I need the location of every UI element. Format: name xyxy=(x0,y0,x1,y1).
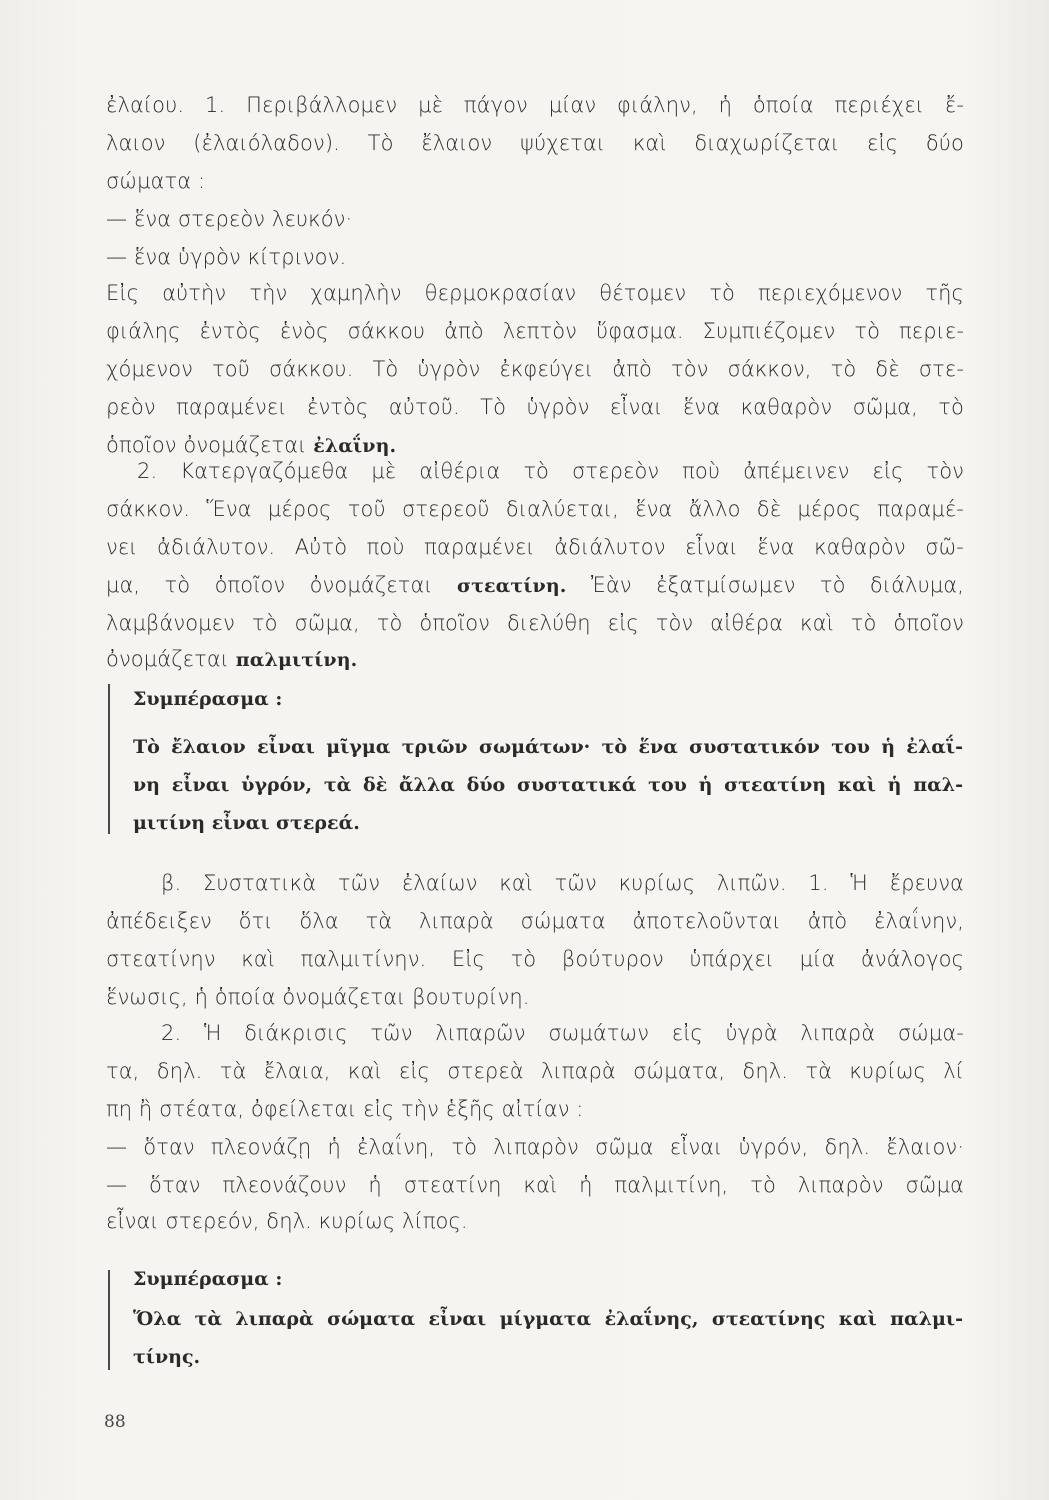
term-stearin: στεατίνη. xyxy=(457,575,567,597)
page-number: 88 xyxy=(104,1412,126,1432)
text-line: πη ἢ στέατα, ὀφείλεται εἰς τὴν ἑξῆς αἰτίαν : xyxy=(106,1097,584,1121)
text-line: ἕνωσις, ἡ ὁποία ὀνομάζεται βουτυρίνη. xyxy=(106,985,530,1009)
text-line: νη εἶναι ὑγρόν, τὰ δὲ ἄλλα δύο συστατικά του ἡ στεατίνη καὶ ἡ παλ- xyxy=(133,774,963,796)
text-span: ὁποῖον ὀνομάζεται xyxy=(106,433,314,457)
text-line xyxy=(106,568,964,602)
text-line: — ὅταν πλεονάζουν ἡ στεατίνη καὶ ἡ παλμιτίνη, τὸ λιπαρὸν σῶμα xyxy=(106,1173,964,1197)
text-line: χόμενον τοῦ σάκκου. Τὸ ὑγρὸν ἐκφεύγει ἀπὸ τὸν σάκκον, τὸ δὲ στε- xyxy=(106,357,964,381)
text-line: ἐλαίου. 1. Περιβάλλομεν μὲ πάγον μίαν φιάλην, ἡ ὁποία περιέχει ἔ- xyxy=(106,93,964,117)
conclusion-heading: Συμπέρασμα : xyxy=(133,688,283,710)
text-line: στεατίνην καὶ παλμιτίνην. Εἰς τὸ βούτυρον ὑπάρχει μία ἀνάλογος xyxy=(106,947,964,971)
text-line: ρεὸν παραμένει ἐντὸς αὐτοῦ. Τὸ ὑγρὸν εἶναι ἕνα καθαρὸν σῶμα, τὸ xyxy=(106,395,964,419)
text-line: ἀπέδειξεν ὅτι ὅλα τὰ λιπαρὰ σώματα ἀποτελοῦνται ἀπὸ ἐλαΐνην, xyxy=(106,909,964,933)
text-line xyxy=(106,642,357,676)
text-line xyxy=(161,866,964,900)
text-line: Ὅλα τὰ λιπαρὰ σώματα εἶναι μίγματα ἐλαΐνης, στεατίνης καὶ παλμι- xyxy=(133,1308,963,1330)
text-line: φιάλης ἐντὸς ἑνὸς σάκκου ἀπὸ λεπτὸν ὕφασμα. Συμπιέζομεν τὸ περιε- xyxy=(106,319,964,343)
term-elaine: ἐλαΐνη. xyxy=(313,435,397,457)
text-span: Ἐὰν ἐξατμίσωμεν τὸ διάλυμα, xyxy=(566,573,964,597)
text-line: τίνης. xyxy=(133,1346,201,1368)
text-span: ὀνομάζεται xyxy=(106,647,236,671)
text-line: μιτίνη εἶναι στερεά. xyxy=(133,812,360,834)
text-line: 2. Ἡ διάκρισις τῶν λιπαρῶν σωμάτων εἰς ὑγρὰ λιπαρὰ σώμα- xyxy=(161,1021,964,1045)
text-line: — ἕνα ὑγρὸν κίτρινον. xyxy=(106,245,347,269)
conclusion-heading: Συμπέρασμα : xyxy=(133,1268,283,1290)
text-line: Τὸ ἔλαιον εἶναι μῖγμα τριῶν σωμάτων· τὸ ἕνα συστατικόν του ἡ ἐλαΐ- xyxy=(133,736,963,758)
conclusion-2-bar xyxy=(108,1270,110,1370)
text-line: σώματα : xyxy=(106,169,206,193)
text-line: — ὅταν πλεονάζῃ ἡ ἐλαΐνη, τὸ λιπαρὸν σῶμα εἶναι ὑγρόν, δηλ. ἔλαιον· xyxy=(106,1135,964,1159)
text-line: τα, δηλ. τὰ ἔλαια, καὶ εἰς στερεὰ λιπαρὰ σώματα, δηλ. τὰ κυρίως λί xyxy=(106,1059,964,1083)
text-line: — ἕνα στερεὸν λευκόν· xyxy=(106,207,353,231)
term-palmitin: παλμιτίνη. xyxy=(235,649,358,671)
text-span: μα, τὸ ὁποῖον ὀνομάζεται xyxy=(106,573,457,597)
text-line: λαμβάνομεν τὸ σῶμα, τὸ ὁποῖον διελύθη εἰς τὸν αἰθέρα καὶ τὸ ὁποῖον xyxy=(106,611,964,635)
conclusion-1-bar xyxy=(108,684,110,834)
text-line: εἶναι στερεόν, δηλ. κυρίως λίπος. xyxy=(106,1209,468,1233)
text-line: σάκκον. Ἕνα μέρος τοῦ στερεοῦ διαλύεται, ἕνα ἄλλο δὲ μέρος παραμέ- xyxy=(106,497,964,521)
text-line: 2. Κατεργαζόμεθα μὲ αἰθέρια τὸ στερεὸν ποὺ ἀπέμεινεν εἰς τὸν xyxy=(137,459,964,483)
text-line: Εἰς αὐτὴν τὴν χαμηλὴν θερμοκρασίαν θέτομεν τὸ περιεχόμενον τῆς xyxy=(106,281,964,305)
text-line: λαιον (ἐλαιόλαδον). Τὸ ἔλαιον ψύχεται καὶ διαχωρίζεται εἰς δύο xyxy=(106,131,964,155)
text-span: 1. Ἡ ἔρευνα xyxy=(786,871,964,895)
text-line: νει ἀδιάλυτον. Αὐτὸ ποὺ παραμένει ἀδιάλυτον εἶναι ἕνα καθαρὸν σῶ- xyxy=(106,535,964,559)
section-b-heading: β. Συστατικὰ τῶν ἐλαίων καὶ τῶν κυρίως λιπῶν. xyxy=(161,871,787,895)
